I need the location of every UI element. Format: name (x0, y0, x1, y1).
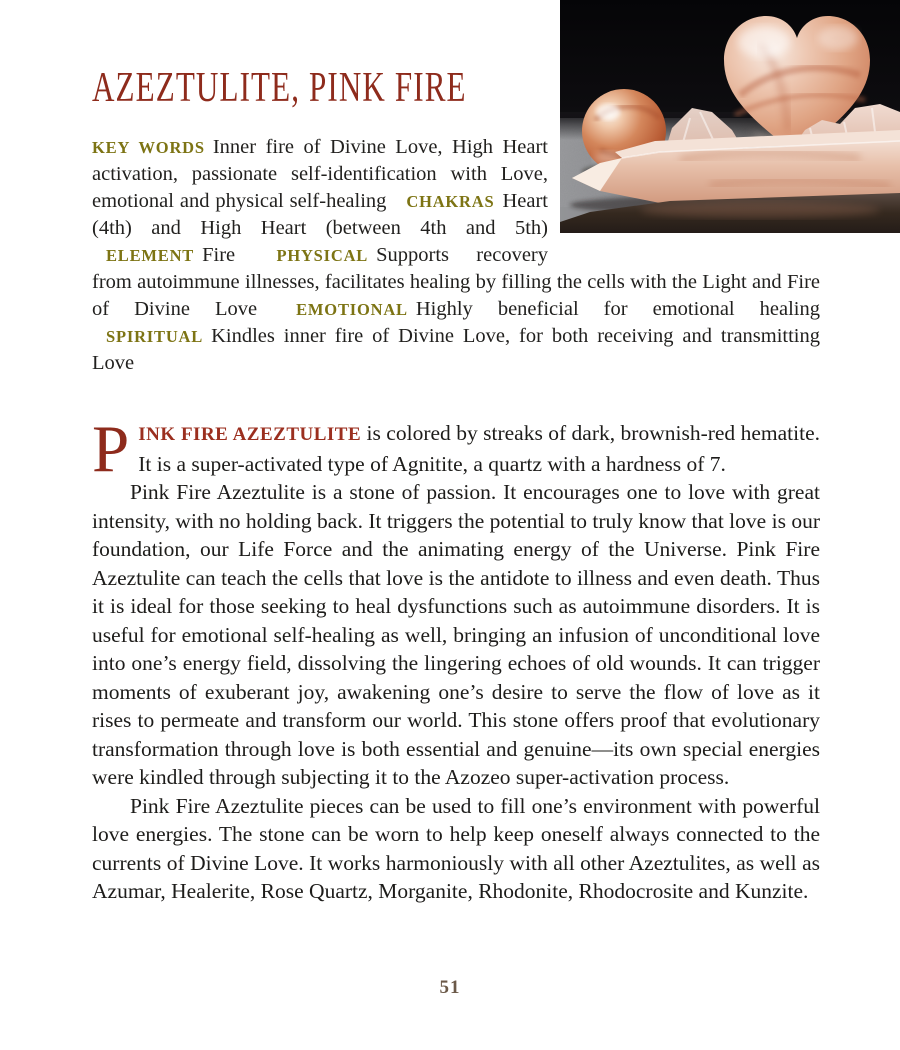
lead-small-caps: INK FIRE AZEZTULITE (138, 424, 362, 446)
chakras-label: CHAKRAS (406, 192, 495, 212)
element-segment (92, 244, 235, 266)
emotional-text: Highly beneficial for emotional healing (415, 298, 820, 321)
emotional-label: EMOTIONAL (296, 300, 408, 320)
page-title: AZEZTULITE, PINK FIRE (92, 65, 467, 111)
paragraph-intro-text: is colored by streaks of dark, brownish-red hematite. It is a super-activated type of Agnitite, a quartz with a hardness of 7. (138, 421, 820, 476)
element-label: ELEMENT (106, 246, 195, 266)
paragraph-intro (92, 412, 820, 487)
drop-cap: P (92, 412, 130, 487)
spiritual-text: Kindles inner fire of Divine Love, for both receiving and transmitting Love (92, 325, 820, 375)
body-text-block (92, 412, 820, 906)
page-number: 51 (439, 977, 461, 998)
page-content (92, 0, 820, 906)
chakras-text: Heart (4th) and High Heart (between 4th and 5th) (92, 190, 548, 240)
photo-wrap-spacer (548, 134, 820, 246)
spiritual-segment (92, 325, 820, 374)
paragraph-main: Pink Fire Azeztulite is a stone of passion. It encourages one to love with great intensity, with no holding back. It triggers the potential to truly know that love is our foundation, our Life Force and the animating energy of the Universe. Pink Fire Azeztulite can teach the cells that love is the antidote to illness and even death. Thus it is ideal for those seeking to heal dysfunctions such as autoimmune disorders. It is useful for emotional self-healing as well, bringing an infusion of unconditional love into one’s energy field, dissolving the lingering echoes of old wounds. It can trigger moments of exuberant joy, awakening one’s desire to serve the flow of love as it rises to permeate and transform our world. This stone offers proof that evolutionary transformation through love is both essential and genuine—its own special energies were kindled through subjecting it to the Azozeo super-activation process. (92, 480, 820, 790)
keywords-text: Inner fire of Divine Love, High Heart activation, passionate self-identification with Love, emotional and physical self-healing (92, 136, 549, 213)
physical-label: PHYSICAL (276, 246, 369, 266)
keywords-block (92, 134, 820, 377)
physical-text: Supports recovery from autoimmune illnesses, facilitates healing by filling the cells with the Light and Fire of Divine Love (92, 244, 820, 321)
element-text: Fire (202, 244, 236, 267)
paragraph-usage: Pink Fire Azeztulite pieces can be used to fill one’s environment with powerful love energies. The stone can be worn to help keep oneself always connected to the currents of Divine Love. It works harmoniously with all other Azeztulites, as well as Azumar, Healerite, Rose Quartz, Morganite, Rhodonite, Rhodocrosite and Kunzite. (92, 793, 820, 904)
spiritual-label: SPIRITUAL (106, 327, 204, 347)
keywords-label: KEY WORDS (92, 138, 205, 158)
emotional-segment (282, 298, 820, 320)
